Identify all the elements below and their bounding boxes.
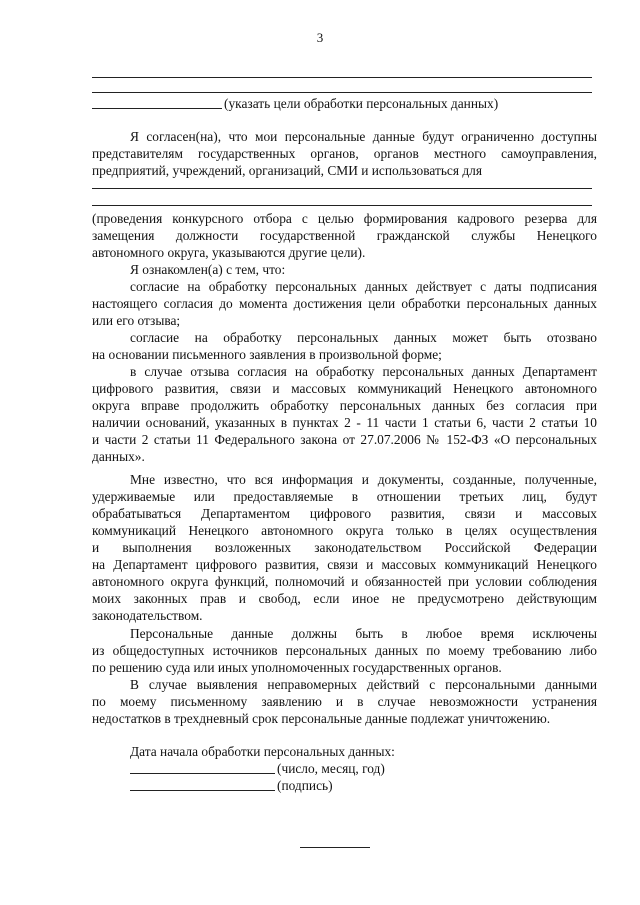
purpose-blank-line-3 (92, 108, 222, 109)
known-line-8: моих законных прав и свобод, если иное не предусмотрено действующим (92, 591, 597, 606)
known-line-9: законодательством. (92, 608, 203, 623)
acknowledged-heading: Я ознакомлен(а) с тем, что: (130, 262, 286, 277)
date-blank-line (130, 761, 275, 774)
purpose-blank-line-1 (92, 77, 592, 78)
item3-line-3: округа вправе продолжить обработку персональных данных без согласия при (92, 398, 597, 413)
excluded-line-3: по решению суда или иных уполномоченных государственных органов. (92, 660, 502, 675)
item2-line-2: на основании письменного заявления в произвольной форме; (92, 347, 442, 362)
item3-line-1: в случае отзыва согласия на обработку персональных данных Департамент (130, 364, 597, 379)
destroy-line-2: по моему письменному заявлению и в случае невозможности устранения (92, 694, 597, 709)
known-line-6: на Департамент цифрового развития, связи и массовых коммуникаций Ненецкого (92, 557, 597, 572)
purpose-note-line-2: замещения должности государственной гражданской службы Ненецкого (92, 228, 597, 243)
purpose-note-line-3: автономного округа, указываются другие цели). (92, 245, 366, 260)
closing-separator (300, 847, 370, 848)
purpose-hint: (указать цели обработки персональных данных) (224, 96, 499, 111)
use-purpose-blank-line-1 (92, 188, 592, 189)
start-date-label: Дата начала обработки персональных данных: (130, 744, 395, 759)
known-line-5: и выполнения возложенных законодательством Российской Федерации (92, 540, 597, 555)
known-line-7: автономного округа функций, полномочий и обязанностей при условии соблюдения (92, 574, 597, 589)
excluded-line-2: из общедоступных источников персональных данных по моему требованию либо (92, 643, 597, 658)
known-line-1: Мне известно, что вся информация и документы, созданные, полученные, (130, 472, 597, 487)
item1-line-3: или его отзыва; (92, 313, 181, 328)
date-field (130, 760, 385, 777)
use-purpose-blank-line-2 (92, 205, 592, 206)
item3-line-4: наличии оснований, указанных в пунктах 2 - 11 части 1 статьи 6, части 2 статьи 10 (92, 415, 597, 430)
item2-line-1: согласие на обработку персональных данных может быть отозвано (130, 330, 597, 345)
destroy-line-1: В случае выявления неправомерных действий с персональными данными (130, 677, 597, 692)
destroy-line-3: недостатков в трехдневный срок персональные данные подлежат уничтожению. (92, 711, 551, 726)
excluded-line-1: Персональные данные должны быть в любое время исключены (130, 626, 597, 641)
known-line-3: обрабатываться Департаментом цифрового развития, связи и массовых (92, 506, 597, 521)
item3-line-6: данных». (92, 449, 145, 464)
known-line-4: коммуникаций Ненецкого автономного округа только в целях осуществления (92, 523, 597, 538)
item1-line-2: настоящего согласия до момента достижения цели обработки персональных данных (92, 296, 597, 311)
known-line-2: удерживаемые или предоставляемые в отношении третьих лиц, будут (92, 489, 597, 504)
signature-hint: (подпись) (277, 778, 333, 793)
item3-line-2: цифрового развития, связи и массовых коммуникаций Ненецкого автономного (92, 381, 597, 396)
signature-blank-line (130, 778, 275, 791)
purpose-note-line-1: (проведения конкурсного отбора с целью формирования кадрового резерва для (92, 211, 597, 226)
date-hint: (число, месяц, год) (277, 761, 385, 776)
consent-line-3: предприятий, учреждений, организаций, СМИ и использоваться для (92, 163, 483, 178)
consent-line-2: представителям государственных органов, органов местного самоуправления, (92, 146, 597, 161)
purpose-blank-line-2 (92, 92, 592, 93)
item3-line-5: и части 2 статьи 11 Федерального закона от 27.07.2006 № 152-ФЗ «О персональных (92, 432, 597, 447)
consent-line-1: Я согласен(на), что мои персональные данные будут ограниченно доступны (130, 129, 597, 144)
page-number: 3 (316, 30, 324, 45)
item1-line-1: согласие на обработку персональных данных действует с даты подписания (130, 279, 597, 294)
signature-field (130, 777, 333, 794)
